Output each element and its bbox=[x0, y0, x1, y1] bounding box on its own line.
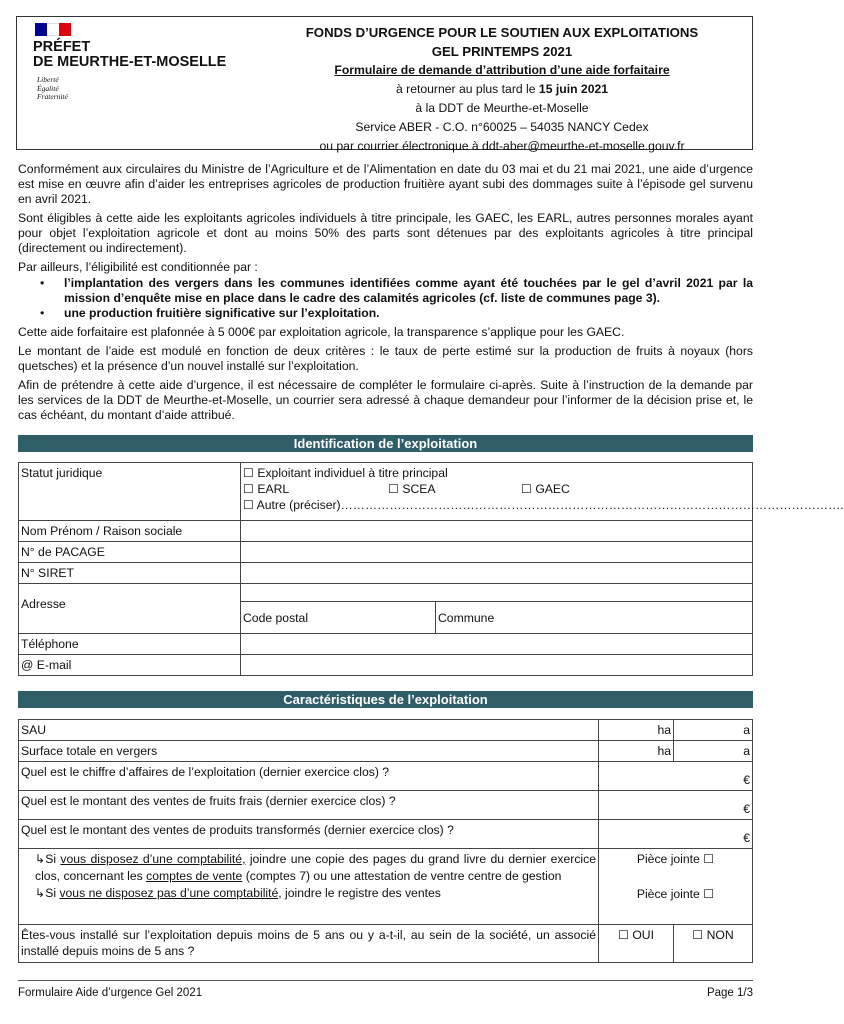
intro-paragraph: Afin de prétendre à cette aide d’urgence, il est nécessaire de compléter le formulaire ci-après. Suite à l’instruction de la demande par les services de la DDT de Meurthe-et-Moselle, un courrier sera adressé à chaque demandeur pour l’informer de la décision prise et, le cas échéant, du montant d’aide attribué. bbox=[18, 378, 753, 422]
nom-label: Nom Prénom / Raison sociale bbox=[19, 521, 241, 542]
eligibility-item: • l’implantation des vergers dans les communes identifiées comme ayant été touchées par le gel d’avril 2021 par la mission d’enquête mise en place dans le cadre des calamités agricoles (cf. liste de communes page 3). bbox=[64, 276, 753, 306]
page-number: Page 1/3 bbox=[706, 987, 753, 999]
ventes-frais-row bbox=[19, 791, 753, 820]
adresse-row bbox=[19, 584, 753, 602]
adresse-field[interactable] bbox=[241, 584, 753, 602]
telephone-field[interactable] bbox=[241, 634, 753, 655]
statut-options bbox=[241, 463, 844, 521]
form-header bbox=[16, 16, 753, 153]
checkbox-gaec[interactable]: ☐ GAEC bbox=[521, 481, 570, 497]
surface-row bbox=[19, 741, 753, 762]
french-flag-icon bbox=[35, 23, 71, 36]
eligibility-item: • une production fruitière significative sur l’exploitation. bbox=[64, 306, 753, 321]
eligibility-list bbox=[18, 276, 753, 321]
checkbox-scea[interactable]: ☐ SCEA bbox=[388, 481, 521, 497]
sau-label: SAU bbox=[19, 720, 599, 741]
ca-field[interactable]: € bbox=[599, 762, 753, 791]
checkbox-earl[interactable]: ☐ EARL bbox=[243, 481, 388, 497]
pacage-row bbox=[19, 542, 753, 563]
title-sub: GEL PRINTEMPS 2021 bbox=[431, 44, 573, 59]
form-title: Formulaire de demande d’attribution d’une aide forfaitaire bbox=[334, 63, 670, 77]
siret-row bbox=[19, 563, 753, 584]
ventes-transf-row bbox=[19, 820, 753, 849]
identification-table bbox=[18, 462, 844, 676]
address-line-2: Service ABER - C.O. n°60025 – 54035 NANCY Cedex bbox=[355, 120, 649, 134]
intro-paragraph: Par ailleurs, l’éligibilité est conditionnée par : bbox=[18, 260, 258, 274]
comptabilite-row bbox=[19, 849, 753, 925]
comptabilite-instructions bbox=[19, 849, 599, 925]
checkbox-oui[interactable]: ☐ OUI bbox=[599, 925, 674, 963]
checkbox-non[interactable]: ☐ NON bbox=[674, 925, 753, 963]
pacage-label: N° de PACAGE bbox=[19, 542, 241, 563]
address-line-1: à la DDT de Meurthe-et-Moselle bbox=[415, 101, 589, 115]
republic-motto: Liberté Égalité Fraternité bbox=[37, 75, 68, 101]
statut-row bbox=[19, 463, 753, 521]
pacage-field[interactable] bbox=[241, 542, 753, 563]
intro-text bbox=[18, 162, 753, 427]
email-field[interactable] bbox=[241, 655, 753, 676]
header-text bbox=[252, 23, 752, 156]
footer-title: Formulaire Aide d’urgence Gel 2021 bbox=[18, 987, 203, 999]
email-label: @ E-mail bbox=[19, 655, 241, 676]
telephone-row bbox=[19, 634, 753, 655]
address-line-3: ou par courrier électronique à ddt-aber@meurthe-et-moselle.gouv.fr bbox=[319, 139, 685, 153]
telephone-label: Téléphone bbox=[19, 634, 241, 655]
section-caracteristiques-title: Caractéristiques de l’exploitation bbox=[18, 691, 753, 708]
prefecture-name: PRÉFET DE MEURTHE-ET-MOSELLE bbox=[33, 39, 227, 70]
adresse-label: Adresse bbox=[19, 584, 241, 634]
return-deadline: à retourner au plus tard le 15 juin 2021 bbox=[395, 82, 609, 96]
nom-row bbox=[19, 521, 753, 542]
surface-label: Surface totale en vergers bbox=[19, 741, 599, 762]
title-main: FONDS D’URGENCE POUR LE SOUTIEN AUX EXPLOITATIONS bbox=[305, 25, 699, 40]
email-row bbox=[19, 655, 753, 676]
code-postal-field[interactable]: Code postal bbox=[241, 602, 436, 634]
siret-label: N° SIRET bbox=[19, 563, 241, 584]
intro-paragraph: Cette aide forfaitaire est plafonnée à 5 000€ par exploitation agricole, la transparence s’applique pour les GAEC. bbox=[18, 325, 625, 339]
page-footer bbox=[18, 980, 753, 999]
nom-field[interactable] bbox=[241, 521, 753, 542]
checkbox-piece-jointe-compta[interactable]: Pièce jointe ☐ bbox=[636, 852, 715, 866]
ca-row bbox=[19, 762, 753, 791]
installe-label: Êtes-vous installé sur l’exploitation depuis moins de 5 ans ou y a-t-il, au sein de la société, un associé installé depuis moins de 5 ans ? bbox=[19, 925, 599, 963]
prefecture-logo bbox=[27, 23, 252, 102]
ventes-frais-field[interactable]: € bbox=[599, 791, 753, 820]
statut-label: Statut juridique bbox=[19, 463, 241, 521]
sau-ha-field[interactable]: ha bbox=[599, 720, 674, 741]
surface-a-field[interactable]: a bbox=[674, 741, 753, 762]
section-identification-title: Identification de l’exploitation bbox=[18, 435, 753, 452]
installe-row bbox=[19, 925, 753, 963]
siret-field[interactable] bbox=[241, 563, 753, 584]
pieces-jointes bbox=[599, 849, 753, 925]
compta-no-text: ↳Si vous ne disposez pas d’une comptabilité, joindre le registre des ventes bbox=[35, 886, 441, 900]
checkbox-piece-jointe-registre[interactable]: Pièce jointe ☐ bbox=[636, 887, 715, 901]
ventes-transf-field[interactable]: € bbox=[599, 820, 753, 849]
sau-a-field[interactable]: a bbox=[674, 720, 753, 741]
ventes-transf-label: Quel est le montant des ventes de produits transformés (dernier exercice clos) ? bbox=[19, 820, 599, 849]
intro-paragraph: Le montant de l’aide est modulé en fonction de deux critères : le taux de perte estimé sur la production de fruits à noyaux (hors quetsches) et la présence d’un nouvel installé sur l’exploitation. bbox=[18, 344, 753, 373]
compta-yes-text: ↳Si vous disposez d’une comptabilité, joindre une copie des pages du grand livre du dernier exercice clos, concernant les comptes de vente (comptes 7) ou une attestation de ventre centre de gestion bbox=[35, 852, 597, 883]
ventes-frais-label: Quel est le montant des ventes de fruits frais (dernier exercice clos) ? bbox=[19, 791, 599, 820]
checkbox-individuel[interactable]: ☐ Exploitant individuel à titre principal bbox=[243, 465, 750, 481]
checkbox-autre[interactable]: ☐ Autre (préciser)……………………………………………………………………………………………………………. bbox=[243, 497, 750, 513]
surface-ha-field[interactable]: ha bbox=[599, 741, 674, 762]
commune-field[interactable]: Commune bbox=[436, 602, 753, 634]
intro-paragraph: Sont éligibles à cette aide les exploitants agricoles individuels à titre principale, les GAEC, les EARL, autres personnes morales ayant pour objet l’exploitation agricole et dont au moins 50% des parts sont détenues par des exploitants agricoles à titre principal (directement ou indirectement). bbox=[18, 211, 753, 255]
intro-paragraph: Conformément aux circulaires du Ministre de l’Agriculture et de l’Alimentation en date du 03 mai et du 21 mai 2021, une aide d’urgence est mise en œuvre afin d’aider les entreprises agricoles de production fruitière ayant subi des dommages suite à l’épisode gel survenu en avril 2021. bbox=[18, 162, 753, 206]
caracteristiques-table bbox=[18, 719, 753, 963]
ca-label: Quel est le chiffre d’affaires de l’exploitation (dernier exercice clos) ? bbox=[19, 762, 599, 791]
sau-row bbox=[19, 720, 753, 741]
